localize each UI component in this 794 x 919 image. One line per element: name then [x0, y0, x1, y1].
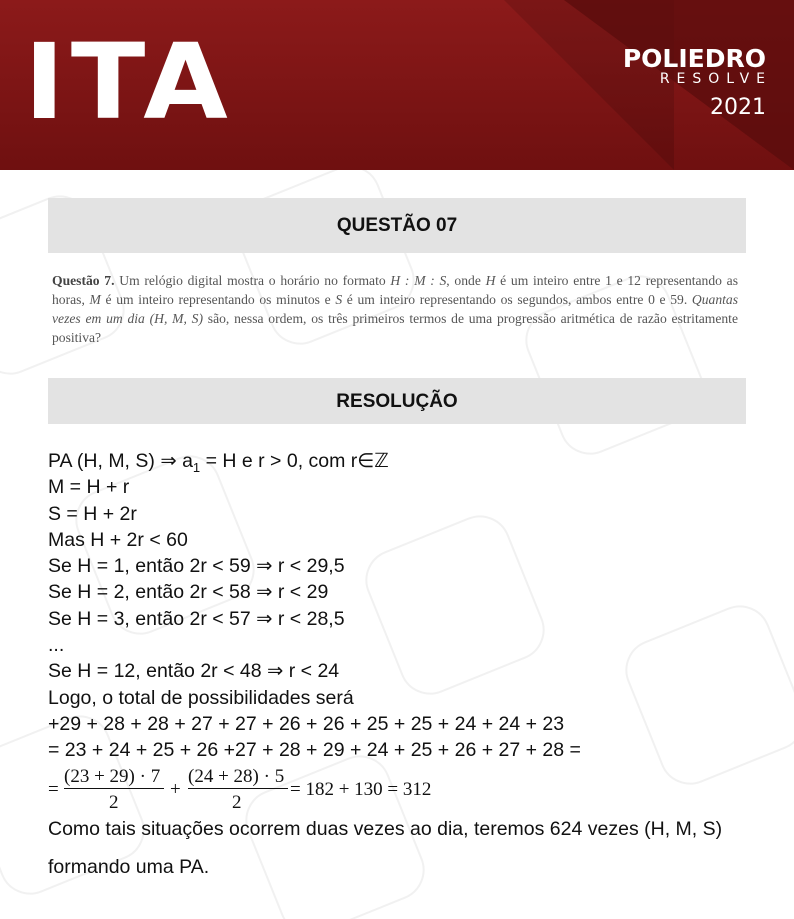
resolution-line: +29 + 28 + 28 + 27 + 27 + 26 + 26 + 25 + 25 + 24 + 24 + 23 — [48, 712, 565, 735]
resolution-line: Se H = 2, então 2r < 58 ⇒ r < 29 — [48, 581, 329, 604]
exam-year: 2021 — [710, 95, 766, 120]
resolution-line: Mas H + 2r < 60 — [48, 528, 188, 551]
header-banner — [0, 0, 794, 170]
question-var-h: H — [485, 273, 496, 288]
conclusion-line: Como tais situações ocorrem duas vezes ao dia, teremos 624 vezes (H, M, S) — [48, 818, 723, 840]
resolution-line: S = H + 2r — [48, 502, 137, 525]
resolution-line — [48, 448, 768, 474]
brand-logo — [622, 44, 772, 121]
resolution-line: M = H + r — [48, 476, 130, 499]
question-format: H : M : S — [390, 273, 447, 288]
formula-result: = 182 + 130 = 312 — [290, 778, 432, 800]
question-header: QUESTÃO 07 — [48, 198, 746, 253]
resolution-header: RESOLUÇÃO — [48, 378, 746, 424]
question-text-part: é um inteiro representando os segundos, ambos entre 0 e 59. — [342, 292, 692, 307]
question-label: Questão 7. — [52, 273, 115, 288]
fraction-formula — [48, 764, 768, 814]
formula-plus: + — [170, 778, 181, 800]
exam-title: ITA — [24, 21, 235, 143]
question-triple: (H, M, S) — [149, 311, 203, 326]
fraction-2-numerator: (24 + 28) · 5 — [188, 765, 285, 787]
brand-name: POLIEDRO — [622, 44, 766, 73]
fraction-2-denominator: 2 — [232, 791, 242, 813]
resolution-line: ... — [48, 634, 65, 657]
question-text-part: Um relógio digital mostra o horário no formato — [119, 273, 391, 288]
resolution-line: Logo, o total de possibilidades será — [48, 686, 354, 709]
resolution-text: PA (H, M, S) ⇒ a — [48, 450, 193, 472]
fraction-1-bar — [64, 788, 164, 789]
question-text-part: é um inteiro representando os minutos e — [100, 292, 336, 307]
formula-eq: = — [48, 778, 59, 800]
brand-sub: RESOLVE — [659, 71, 772, 87]
fraction-1-numerator: (23 + 29) · 7 — [64, 765, 161, 787]
resolution-text: = H e r > 0, com r∈ℤ — [200, 450, 389, 472]
conclusion-line: formando uma PA. — [48, 856, 210, 878]
fraction-1-denominator: 2 — [109, 791, 119, 813]
question-text — [52, 271, 738, 347]
question-text-part: é um inteiro entre 1 e 12 representando as horas, — [52, 273, 738, 307]
resolution-line: Se H = 3, então 2r < 57 ⇒ r < 28,5 — [48, 607, 345, 630]
subscript: 1 — [192, 460, 201, 475]
question-var-s: S — [335, 292, 343, 307]
resolution-line: = 23 + 24 + 25 + 26 +27 + 28 + 29 + 24 + 25 + 26 + 27 + 28 = — [48, 739, 581, 762]
resolution-line: Se H = 1, então 2r < 59 ⇒ r < 29,5 — [48, 555, 345, 578]
resolution-body — [48, 448, 768, 814]
resolution-line: Se H = 12, então 2r < 48 ⇒ r < 24 — [48, 660, 340, 683]
question-text-part: são, nessa ordem, os três primeiros termos de uma progressão aritmética de razão estritamente positiva? — [52, 311, 738, 345]
question-text-part: , onde — [446, 273, 486, 288]
question-text-part: Quantas vezes em um dia — [52, 292, 738, 326]
question-var-m: M — [89, 292, 101, 307]
conclusion — [48, 816, 768, 881]
fraction-2-bar — [188, 788, 288, 789]
